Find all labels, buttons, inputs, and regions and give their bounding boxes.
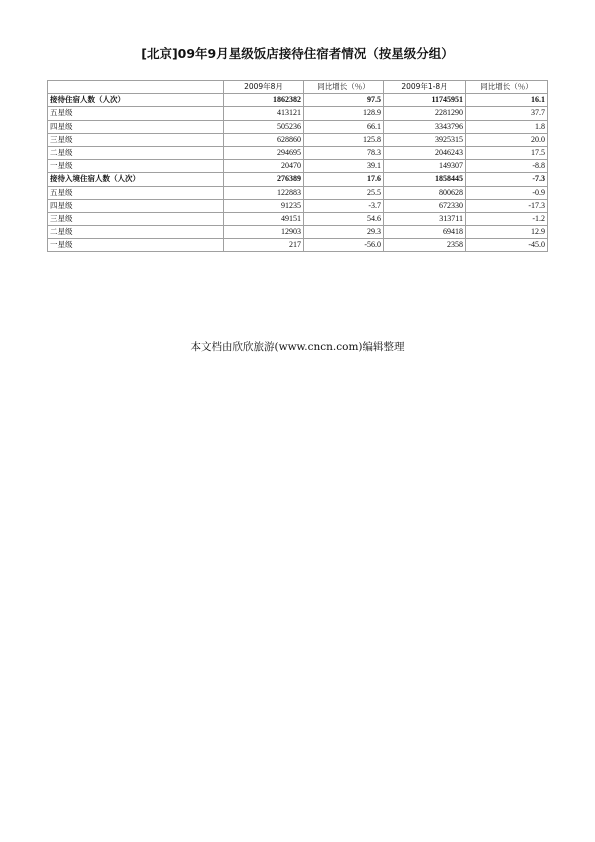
table-row — [48, 226, 548, 239]
hotel-statistics-table — [47, 80, 548, 252]
cell-yoy-growth-2: 16.1 — [466, 94, 548, 107]
table-row — [48, 120, 548, 133]
cell-aug-2009: 628860 — [224, 133, 304, 146]
row-label: 一星级 — [48, 239, 224, 252]
header-cell-yoy-growth-2: 同比增长（％） — [466, 81, 548, 94]
header-cell-yoy-growth-1: 同比增长（％） — [304, 81, 384, 94]
cell-aug-2009: 505236 — [224, 120, 304, 133]
cell-yoy-growth-1: 39.1 — [304, 160, 384, 173]
row-label: 二星级 — [48, 146, 224, 159]
table-row — [48, 199, 548, 212]
table-row — [48, 212, 548, 225]
cell-yoy-growth-1: 125.8 — [304, 133, 384, 146]
table-row — [48, 239, 548, 252]
row-label: 接待住宿人数（人次） — [48, 94, 224, 107]
cell-jan-aug-2009: 3925315 — [384, 133, 466, 146]
cell-yoy-growth-2: 20.0 — [466, 133, 548, 146]
row-label: 接待入境住宿人数（人次） — [48, 173, 224, 186]
table-row — [48, 94, 548, 107]
cell-yoy-growth-1: 54.6 — [304, 212, 384, 225]
cell-jan-aug-2009: 1858445 — [384, 173, 466, 186]
footer-note: 本文档由欣欣旅游(www.cncn.com)编辑整理 — [190, 341, 405, 353]
table-row — [48, 160, 548, 173]
cell-aug-2009: 276389 — [224, 173, 304, 186]
table-body — [48, 81, 548, 252]
cell-aug-2009: 294695 — [224, 146, 304, 159]
row-label: 四星级 — [48, 199, 224, 212]
cell-yoy-growth-2: -1.2 — [466, 212, 548, 225]
cell-yoy-growth-2: -0.9 — [466, 186, 548, 199]
cell-jan-aug-2009: 2281290 — [384, 107, 466, 120]
cell-jan-aug-2009: 313711 — [384, 212, 466, 225]
page-title: [北京]09年9月星级饭店接待住宿者情况（按星级分组） — [141, 46, 454, 61]
cell-jan-aug-2009: 3343796 — [384, 120, 466, 133]
header-cell-aug-2009: 2009年8月 — [224, 81, 304, 94]
cell-jan-aug-2009: 2358 — [384, 239, 466, 252]
row-label: 五星级 — [48, 107, 224, 120]
cell-aug-2009: 12903 — [224, 226, 304, 239]
cell-aug-2009: 217 — [224, 239, 304, 252]
cell-yoy-growth-1: 25.5 — [304, 186, 384, 199]
cell-aug-2009: 91235 — [224, 199, 304, 212]
row-label: 五星级 — [48, 186, 224, 199]
table-row — [48, 107, 548, 120]
table-row — [48, 186, 548, 199]
cell-yoy-growth-1: 128.9 — [304, 107, 384, 120]
cell-yoy-growth-2: 1.8 — [466, 120, 548, 133]
table-row — [48, 133, 548, 146]
row-label: 四星级 — [48, 120, 224, 133]
cell-aug-2009: 49151 — [224, 212, 304, 225]
cell-yoy-growth-2: 37.7 — [466, 107, 548, 120]
cell-yoy-growth-2: 12.9 — [466, 226, 548, 239]
cell-yoy-growth-2: 17.5 — [466, 146, 548, 159]
header-cell-blank — [48, 81, 224, 94]
cell-jan-aug-2009: 11745951 — [384, 94, 466, 107]
table-row — [48, 146, 548, 159]
statistics-table-container — [47, 80, 547, 288]
row-label: 三星级 — [48, 212, 224, 225]
header-cell-jan-aug-2009: 2009年1-8月 — [384, 81, 466, 94]
cell-yoy-growth-1: -3.7 — [304, 199, 384, 212]
cell-jan-aug-2009: 149307 — [384, 160, 466, 173]
table-row — [48, 173, 548, 186]
cell-yoy-growth-1: -56.0 — [304, 239, 384, 252]
cell-aug-2009: 122883 — [224, 186, 304, 199]
cell-jan-aug-2009: 672330 — [384, 199, 466, 212]
cell-yoy-growth-1: 17.6 — [304, 173, 384, 186]
cell-yoy-growth-1: 78.3 — [304, 146, 384, 159]
cell-aug-2009: 20470 — [224, 160, 304, 173]
cell-aug-2009: 1862382 — [224, 94, 304, 107]
cell-jan-aug-2009: 800628 — [384, 186, 466, 199]
row-label: 二星级 — [48, 226, 224, 239]
cell-yoy-growth-1: 66.1 — [304, 120, 384, 133]
cell-jan-aug-2009: 2046243 — [384, 146, 466, 159]
cell-jan-aug-2009: 69418 — [384, 226, 466, 239]
cell-yoy-growth-2: -8.8 — [466, 160, 548, 173]
cell-aug-2009: 413121 — [224, 107, 304, 120]
cell-yoy-growth-2: -7.3 — [466, 173, 548, 186]
cell-yoy-growth-1: 29.3 — [304, 226, 384, 239]
table-header-row — [48, 81, 548, 94]
cell-yoy-growth-2: -45.0 — [466, 239, 548, 252]
row-label: 一星级 — [48, 160, 224, 173]
cell-yoy-growth-2: -17.3 — [466, 199, 548, 212]
row-label: 三星级 — [48, 133, 224, 146]
cell-yoy-growth-1: 97.5 — [304, 94, 384, 107]
